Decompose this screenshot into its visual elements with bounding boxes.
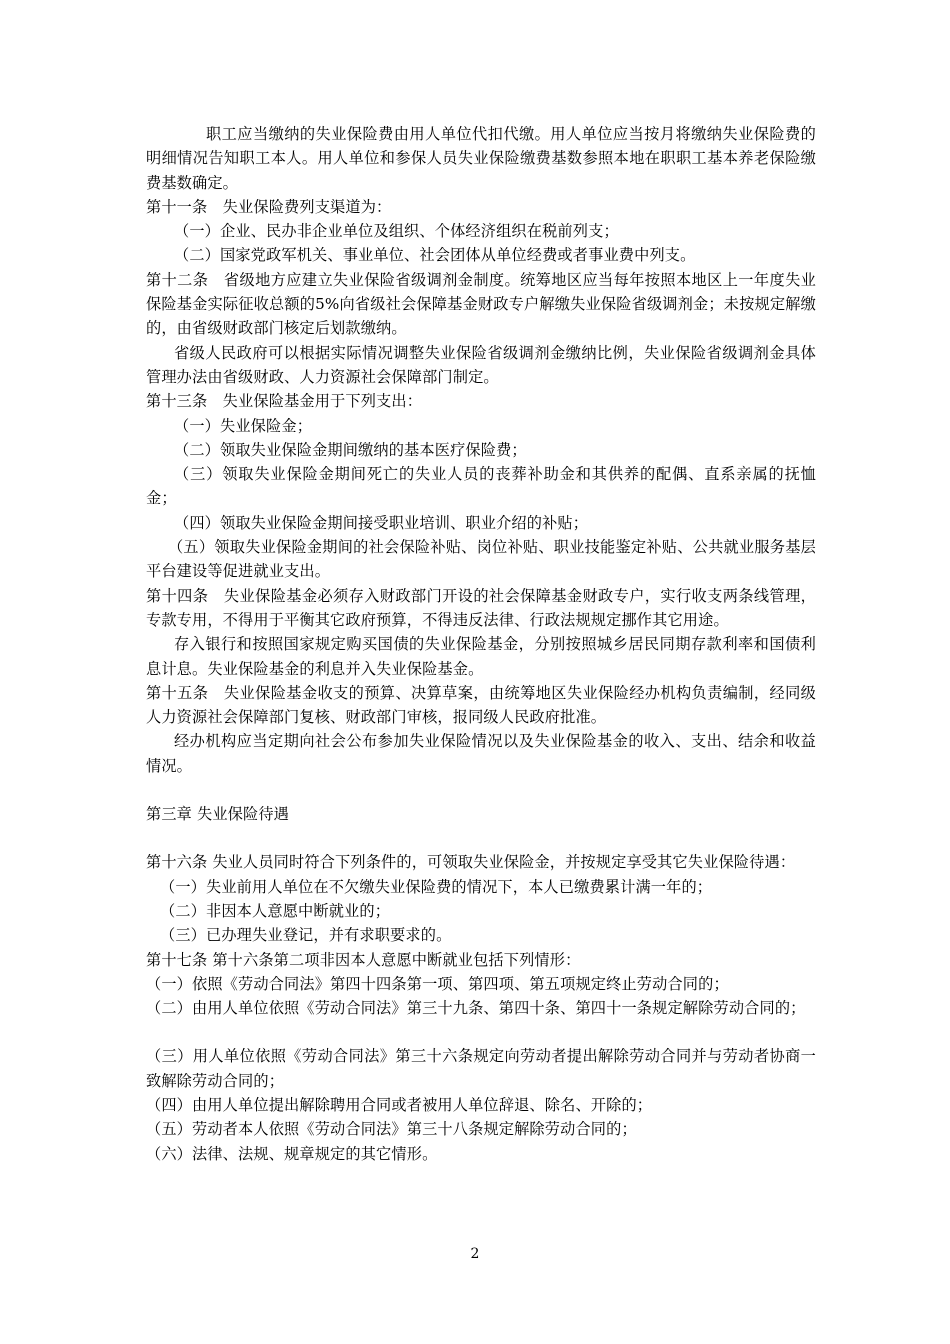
paragraph: 第十二条 省级地方应建立失业保险省级调剂金制度。统筹地区应当每年按照本地区上一年度失业保险基金实际征收总额的5%向省级社会保障基金财政专户解缴失业保险省级调剂金；未按规定解缴的，由省级财政部门核定后划款缴纳。 [146, 270, 816, 338]
paragraph: （一）失业保险金； [174, 416, 313, 435]
paragraph: （四）由用人单位提出解除聘用合同或者被用人单位辞退、除名、开除的； [146, 1095, 653, 1114]
paragraph: （三）领取失业保险金期间死亡的失业人员的丧葬补助金和其供养的配偶、直系亲属的抚恤金； [146, 465, 816, 508]
paragraph: （三）已办理失业登记，并有求职要求的。 [160, 926, 452, 945]
paragraph: 第十五条 失业保险基金收支的预算、决算草案，由统筹地区失业保险经办机构负责编制，经同级人力资源社会保障部门复核、财政部门审核，报同级人民政府批准。 [146, 683, 816, 727]
paragraph: （一）依照《劳动合同法》第四十四条第一项、第四项、第五项规定终止劳动合同的； [146, 974, 729, 993]
paragraph: 职工应当缴纳的失业保险费由用人单位代扣代缴。用人单位应当按月将缴纳失业保险费的明细情况告知职工本人。用人单位和参保人员失业保险缴费基数参照本地在职职工基本养老保险缴费基数确定。 [146, 125, 816, 192]
paragraph: 第三章 失业保险待遇 [146, 805, 290, 824]
paragraph: 第十七条 第十六条第二项非因本人意愿中断就业包括下列情形： [146, 950, 581, 969]
paragraph: （四）领取失业保险金期间接受职业培训、职业介绍的补贴； [174, 513, 589, 532]
blank-line [146, 778, 816, 802]
paragraph: （一）失业前用人单位在不欠缴失业保险费的情况下，本人已缴费累计满一年的； [160, 877, 713, 896]
paragraph: 第十三条 失业保险基金用于下列支出： [146, 392, 423, 411]
paragraph: （一）企业、民办非企业单位及组织、个体经济组织在税前列支； [174, 222, 619, 241]
paragraph: 省级人民政府可以根据实际情况调整失业保险省级调剂金缴纳比例，失业保险省级调剂金具体管理办法由省级财政、人力资源社会保障部门制定。 [146, 343, 816, 386]
paragraph: 经办机构应当定期向社会公布参加失业保险情况以及失业保险基金的收入、支出、结余和收益情况。 [146, 732, 816, 775]
blank-line [146, 1020, 816, 1044]
page-number: 2 [470, 1246, 480, 1262]
paragraph: （五）劳动者本人依照《劳动合同法》第三十八条规定解除劳动合同的； [146, 1120, 637, 1139]
paragraph: 存入银行和按照国家规定购买国债的失业保险基金，分别按照城乡居民同期存款利率和国债利息计息。失业保险基金的利息并入失业保险基金。 [146, 635, 816, 678]
document-body [146, 122, 816, 1166]
paragraph: 第十一条 失业保险费列支渠道为： [146, 197, 392, 216]
paragraph: （二）由用人单位依照《劳动合同法》第三十九条、第四十条、第四十一条规定解除劳动合同的； [146, 999, 806, 1018]
paragraph: （三）用人单位依照《劳动合同法》第三十六条规定向劳动者提出解除劳动合同并与劳动者协商一致解除劳动合同的； [146, 1047, 816, 1090]
paragraph: （二）领取失业保险金期间缴纳的基本医疗保险费； [174, 440, 527, 459]
paragraph: （六）法律、法规、规章规定的其它情形。 [146, 1144, 438, 1163]
paragraph: 第十四条 失业保险基金必须存入财政部门开设的社会保障基金财政专户，实行收支两条线管理，专款专用，不得用于平衡其它政府预算，不得违反法律、行政法规规定挪作其它用途。 [146, 586, 816, 629]
paragraph: 第十六条 失业人员同时符合下列条件的，可领取失业保险金，并按规定享受其它失业保险待遇： [146, 853, 796, 872]
blank-line [146, 826, 816, 850]
paragraph: （二）非因本人意愿中断就业的； [160, 901, 391, 920]
paragraph: （二）国家党政军机关、事业单位、社会团体从单位经费或者事业费中列支。 [174, 246, 696, 265]
paragraph: （五）领取失业保险金期间的社会保险补贴、岗位补贴、职业技能鉴定补贴、公共就业服务基层平台建设等促进就业支出。 [146, 538, 816, 581]
